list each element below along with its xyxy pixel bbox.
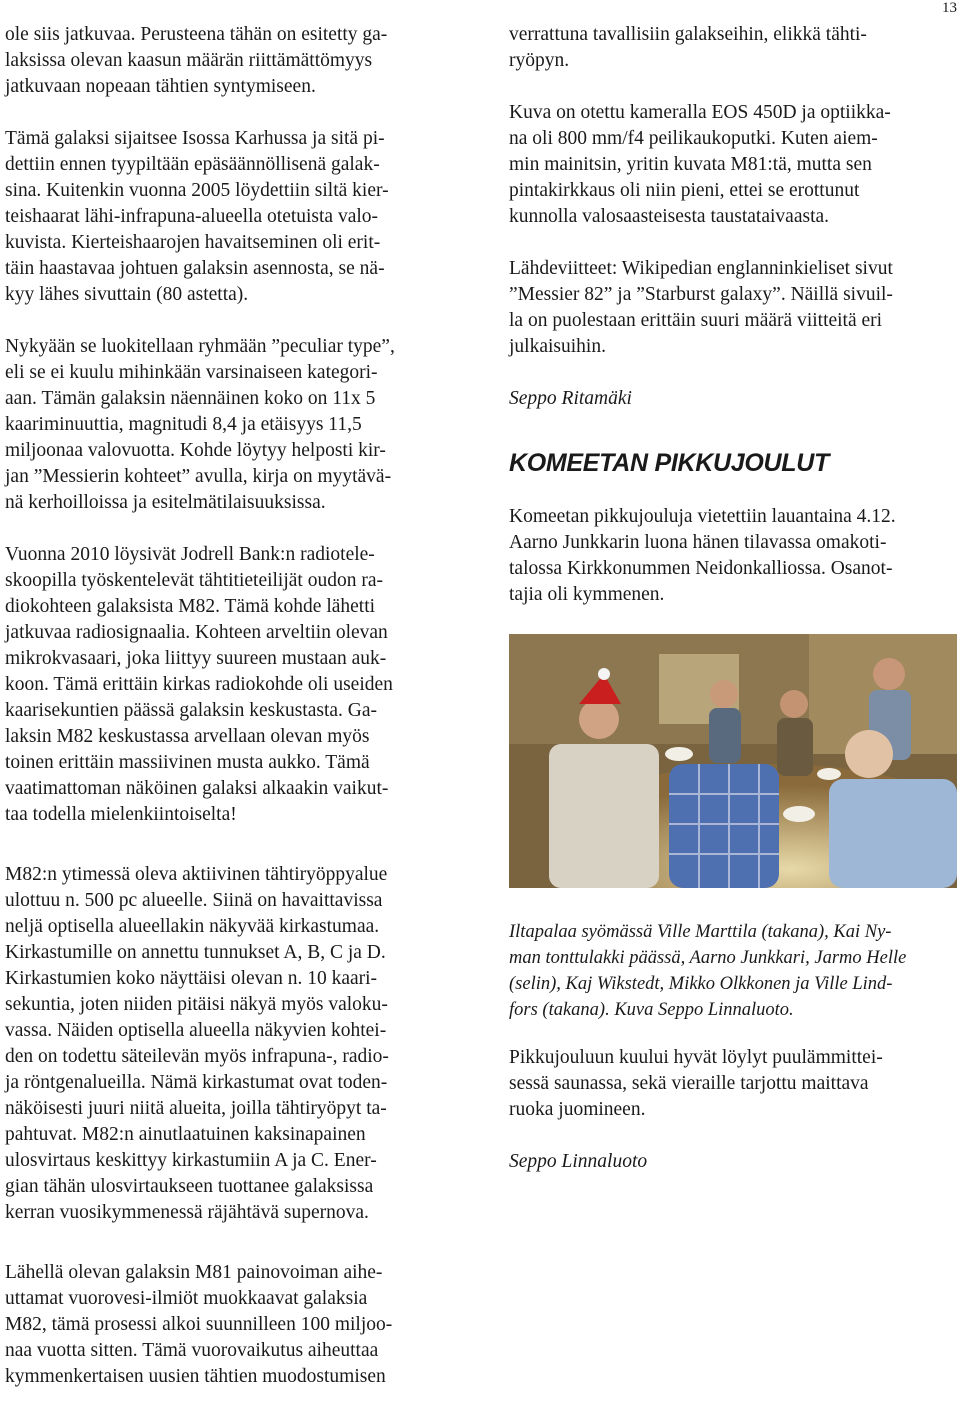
photo-illustration [509,634,957,888]
paragraph-tidal-interaction: Lähellä olevan galaksin M81 painovoiman aihe- uttamat vuorovesi-ilmiöt muokkaavat galaksia M82, tämä prosessi alkoi suunnilleen 100 miljoo- naa vuotta sitten. Tämä vuorovaikutus aiheuttaa kymmenkertaisen uusien tähtien muodostumisen [5,1262,393,1387]
photo-caption: Iltapalaa syömässä Ville Marttila (takana), Kai Ny- man tonttulakki päässä, Aarno Junkkari, Jarmo Helle (selin), Kaj Wikstedt, Mikko Olkkonen ja Ville Lind- fors (takana). Kuva Seppo Linnaluoto. [509,922,907,1020]
guest-head-front [845,730,893,778]
guest-light-shirt [829,779,957,888]
section-heading: KOMEETAN PIKKUJOULUT [509,449,829,477]
paragraph-christmas-party: Komeetan pikkujouluja vietettiin lauantaina 4.12. Aarno Junkkarin luona hänen tilavassa omakoti- talossa Kirkkonummen Neidonkalliossa. Osanot- tajia oli kymmenen. [509,506,896,605]
paragraph-starburst-region: M82:n ytimessä oleva aktiivinen tähtiryöppyalue ulottuu n. 500 pc alueelle. Siinä on havaittavissa neljä optisella alueellakin näkyvää kirkastumaa. Kirkastumille on annettu tunnukset A, B, C ja D. Kirkastumien koko näyttäisi olevan n. 10 kaari- sekuntia, joten niiden pitäisi näkyä myös valoku- vassa. Näiden optisella alueella näkyvien kohtei- den on todettu säteilevän myös infrapuna-, radio- ja röntgenalueilla. Nämä kirkastumat ovat toden- näköisesti juuri niitä alueita, joilla tähtiryöpyt ta- pahtuvat. M82:n ainutlaatuinen kaksinapainen ulosvirtaus keskittyy kirkastumiin A ja C. Ener- gian tähän ulosvirtaukseen tuottanee galaksissa kerran vuosikymmenessä räjähtävä supernova. [5,864,389,1223]
paragraph-sauna: Pikkujouluun kuului hyvät löylyt puulämmittei- sessä saunassa, sekä vieraille tarjottu maittava ruoka juomineen. [509,1047,883,1120]
guest-head [710,680,738,708]
paragraph-intro-continued: ole siis jatkuvaa. Perusteena tähän on esitetty ga- laksissa olevan kaasun määrän riittämättömyys jatkuvaan nopeaan tähtien syntymiseen. [5,24,388,97]
left-column [5,22,455,1416]
paragraph-starburst-end: verrattuna tavallisiin galakseihin, elikkä tähti- ryöpyn. [509,24,867,71]
page-number: 13 [942,0,957,16]
paragraph-radio-source: Vuonna 2010 löysivät Jodrell Bank:n radiotele- skoopilla työskentelevät tähtitieteilijät oudon ra- diokohteen galaksista M82. Tämä kohde lähetti jatkuvaa radiosignaalia. Kohteen arveltiin olevan mikrokvasaari, joka liittyy suureen mustaan auk- koon. Tämä erittäin kirkas radiokohde oli useiden kaarisekuntien päässä galaksin keskustasta. Ga- laksin M82 keskustassa arvellaan olevan myös toinen erittäin massiivinen musta aukko. Tämä vaatimattoman näköinen galaksi alkaakin vaikut- taa todella mielenkiintoiselta! [5,544,393,825]
guest-checked-shirt [669,764,779,888]
guest-vest [549,744,659,888]
paragraph-location: Tämä galaksi sijaitsee Isossa Karhussa ja sitä pi- dettiin ennen tyypiltään epäsäännöllisenä galak- sina. Kuitenkin vuonna 2005 löydettiin siltä kier- teishaarat lähi-infrapuna-alueella otetuista valo- kuvista. Kierteishaarojen havaitseminen oli erit- täin haastavaa johtuen galaksin asennosta, se nä- kyy lähes sivuttain (80 astetta). [5,128,389,305]
dinner-party-photo [509,634,957,888]
paragraph-camera-details: Kuva on otettu kameralla EOS 450D ja optiikka- na oli 800 mm/f4 peilikaukoputki. Kuten aiem- min mainitsin, yritin kuvata M81:tä, mutta sen pintakirkkaus oli niin pieni, ettei se erottunut kunnolla valosaasteisesta taustataivaasta. [509,102,891,227]
author-signature: Seppo Ritamäki [509,388,632,409]
author-signature-2: Seppo Linnaluoto [509,1151,648,1172]
right-column [509,22,957,1211]
paragraph-references: Lähdeviitteet: Wikipedian englanninkieliset sivut ”Messier 82” ja ”Starburst galaxy”. Näillä sivuil- la on puolestaan erittäin suuri määrä viitteitä eri julkaisuihin. [509,258,893,357]
paragraph-classification: Nykyään se luokitellaan ryhmään ”peculiar type”, eli se ei kuulu mihinkään varsinaiseen kategori- aan. Tämän galaksin näennäinen koko on 11x 5 kaariminuuttia, magnitudi 8,4 ja etäisyys 11,5 miljoonaa valovuotta. Kohde löytyy helposti kir- jan ”Messierin kohteet” avulla, kirja on myytävä- nä kerhoilloissa ja esitelmätilaisuuksissa. [5,336,395,513]
